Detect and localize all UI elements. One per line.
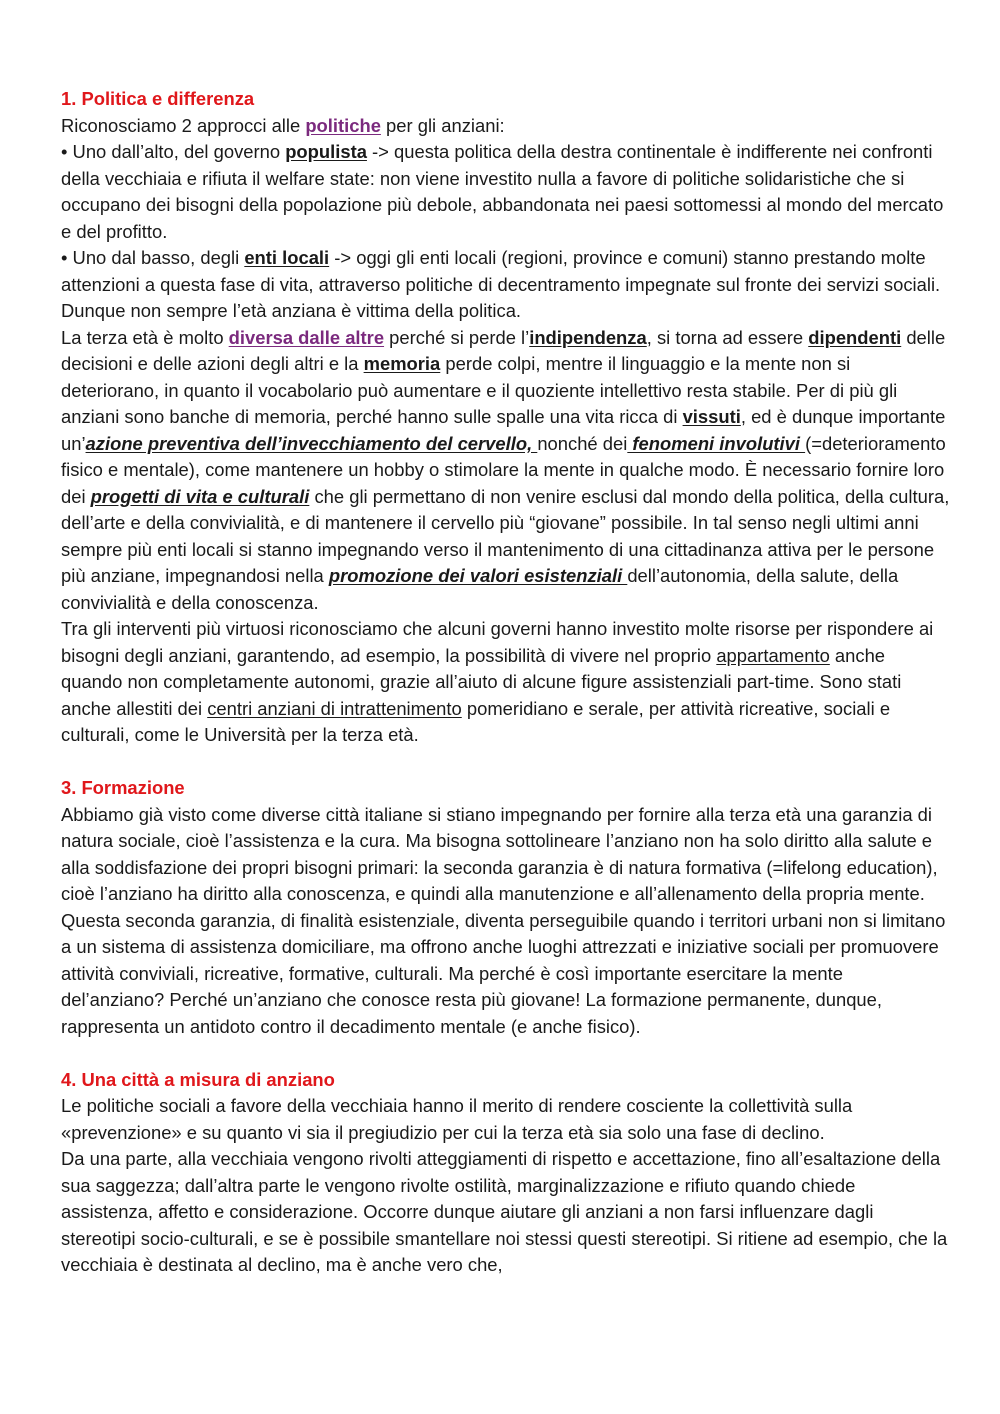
bullet-enti-locali: • Uno dal basso, degli enti locali -> oggi gli enti locali (regioni, province e comuni) stanno prestando molte attenzioni a questa fase di vita, attraverso politiche di decentramento impegnate sul fronte dei servizi sociali. Dunque non sempre l’età anziana è vittima della politica. xyxy=(61,247,941,321)
keyword-azione-preventiva: azione preventiva dell’invecchiamento del cervello, xyxy=(85,432,538,454)
section-3-title: 3. Formazione xyxy=(61,777,185,798)
section-1-title: 1. Politica e differenza xyxy=(61,88,255,109)
keyword-diversa-dalle-altre: diversa dalle altre xyxy=(228,326,385,348)
keyword-appartamento: appartamento xyxy=(716,644,830,666)
keyword-populista: populista xyxy=(285,141,367,162)
keyword-dipendenti: dipendenti xyxy=(808,326,902,348)
keyword-memoria: memoria xyxy=(363,353,441,374)
paragraph-terza-eta: La terza età è molto diversa dalle altre perché si perde l’indipendenza, si torna ad essere dipendenti delle decisioni e delle azioni degli altri e la memoria perde colpi, mentre il linguaggio e la mente non si deteriorano, in quanto il vocabolario può aumentare e il quoziente intellettivo resta stabile. Per di più gli anziani sono banche di memoria, perché hanno sulle spalle una vita ricca di vissuti, ed è dunque importante un’azione preventiva dell’invecchiamento del cervello, nonché dei fenomeni involutivi (=deterioramento fisico e mentale), come mantenere un hobby o stimolare la mente in qualche modo. È necessario fornire loro dei progetti di vita e culturali che gli permettano di non venire esclusi dal mondo della politica, della cultura, dell’arte e della convivialità, e di mantenere il cervello più “giovane” possibile. In tal senso negli ultimi anni sempre più enti locali si stanno impegnando verso il mantenimento di una cittadinanza attiva per le persone più anziane, impegnandosi nella promozione dei valori esistenziali dell’autonomia, della salute, della convivialità e della conoscenza. xyxy=(61,326,950,613)
section-4-title: 4. Una città a misura di anziano xyxy=(61,1068,335,1090)
paragraph-politiche-sociali: Le politiche sociali a favore della vecchiaia hanno il merito di rendere cosciente la collettività sulla «prevenzione» e su quanto vi sia il pregiudizio per cui la terza età sia solo una fase di declino. xyxy=(61,1095,853,1143)
keyword-centri-anziani: centri anziani di intrattenimento xyxy=(207,697,462,719)
keyword-politiche: politiche xyxy=(305,114,381,136)
keyword-fenomeni-involutivi: fenomeni involutivi xyxy=(627,432,806,454)
keyword-promozione-valori: promozione dei valori esistenziali xyxy=(328,565,628,586)
keyword-indipendenza: indipendenza xyxy=(529,326,647,348)
spacer xyxy=(61,1040,950,1067)
keyword-enti-locali: enti locali xyxy=(244,247,330,268)
spacer xyxy=(61,749,950,776)
section-1-intro: Riconosciamo 2 approcci alle politiche per gli anziani: xyxy=(61,114,505,136)
paragraph-interventi: Tra gli interventi più virtuosi riconosciamo che alcuni governi hanno investito molte risorse per rispondere ai bisogni degli anziani, garantendo, ad esempio, la possibilità di vivere nel proprio appartamento anche quando non completamente autonomi, grazie all’aiuto di alcune figure assistenziali part-time. Sono stati anche allestiti dei centri anziani di intrattenimento pomeridiano e serale, per attività ricreative, sociali e culturali, come le Università per la terza età. xyxy=(61,618,934,745)
keyword-vissuti: vissuti xyxy=(682,406,741,427)
bullet-populista: • Uno dall’alto, del governo populista -> questa politica della destra continentale è indifferente nei confronti della vecchiaia e rifiuta il welfare state: non viene investito nulla a favore di politiche solidaristiche che si occupano dei bisogni della popolazione più debole, abbandonata nei paesi sottomessi al mondo del mercato e del profitto. xyxy=(61,141,944,242)
keyword-progetti-di-vita: progetti di vita e culturali xyxy=(90,485,310,507)
paragraph-stereotipi: Da una parte, alla vecchiaia vengono rivolti atteggiamenti di rispetto e accettazione, fino all’esaltazione della sua saggezza; dall’altra parte le vengono rivolte ostilità, marginalizzazione e rifiuto quando chiede assistenza, affetto e considerazione. Occorre dunque aiutare gli anziani a non farsi influenzare dagli stereotipi socio-culturali, e se è possibile smantellare noi stessi questi stereotipi. Si ritiene ad esempio, che la vecchiaia è destinata al declino, ma è anche vero che, xyxy=(61,1148,948,1275)
paragraph-formazione: Abbiamo già visto come diverse città italiane si stiano impegnando per fornire alla terza età una garanzia di natura sociale, cioè l’assistenza e la cura. Ma bisogna sottolineare l’anziano non ha solo diritto alla salute e alla soddisfazione dei propri bisogni primari: la seconda garanzia è di natura formativa (=lifelong education), cioè l’anziano ha diritto alla conoscenza, e quindi alla manutenzione e all’allenamento della propria mente. Questa seconda garanzia, di finalità esistenziale, diventa perseguibile quando i territori urbani non si limitano a un sistema di assistenza domiciliare, ma offrono anche luoghi attrezzati e iniziative sociali per promuovere attività conviviali, ricreative, formative, culturali. Ma perché è così importante esercitare la mente del’anziano? Perché un’anziano che conosce resta più giovane! La formazione permanente, dunque, rappresenta un antidoto contro il decadimento mentale (e anche fisico). xyxy=(61,803,946,1037)
